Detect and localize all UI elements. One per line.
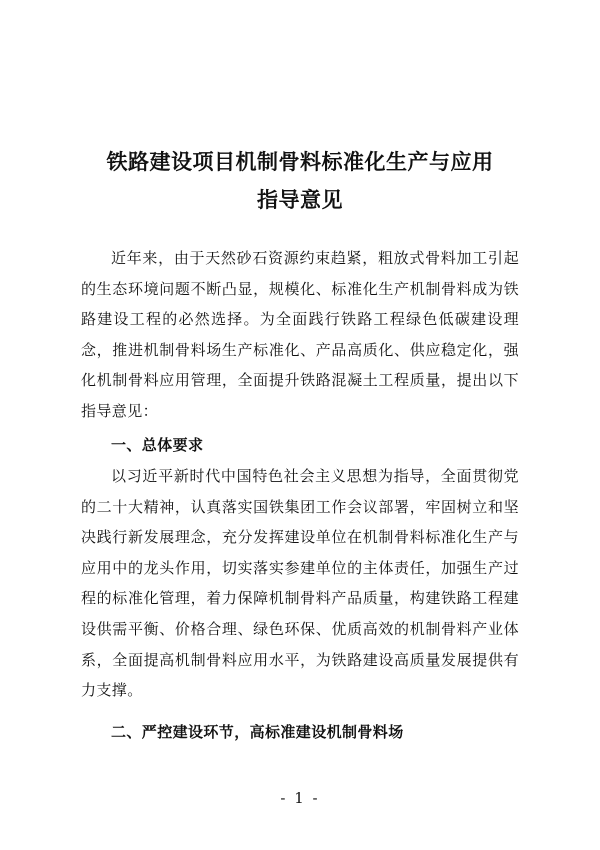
document-title-line2: 指导意见 bbox=[257, 188, 343, 212]
page-number: - 1 - bbox=[280, 789, 320, 807]
section1-paragraph: 以习近平新时代中国特色社会主义思想为指导，全面贯彻党的二十大精神，认真落实国铁集团工作会议部署，牢固树立和坚决践行新发展理念，充分发挥建设单位在机制骨料标准化生产与应用中的龙头作用，切实落实参建单位的主体责任，加强生产过程的标准化管理，着力保障机制骨料产品质量，构建铁路工程建设供需平衡、价格合理、绿色环保、优质高效的机制骨料产业体系，全面提高机制骨料应用水平，为铁路建设高质量发展提供有力支撑。 bbox=[81, 467, 519, 700]
section-heading-construction-control: 二、严控建设环节，高标准建设机制骨料场 bbox=[111, 723, 404, 741]
section-heading-general-requirements: 一、总体要求 bbox=[111, 436, 204, 454]
document-title-line1: 铁路建设项目机制骨料标准化生产与应用 bbox=[106, 150, 494, 174]
intro-paragraph: 近年来，由于天然砂石资源约束趋紧，粗放式骨料加工引起的生态环境问题不断凸显，规模化、标准化生产机制骨料成为铁路建设工程的必然选择。为全面践行铁路工程绿色低碳建设理念，推进机制骨料场生产标准化、产品高质化、供应稳定化，强化机制骨料应用管理，全面提升铁路混凝土工程质量，提出以下指导意见： bbox=[81, 249, 519, 420]
